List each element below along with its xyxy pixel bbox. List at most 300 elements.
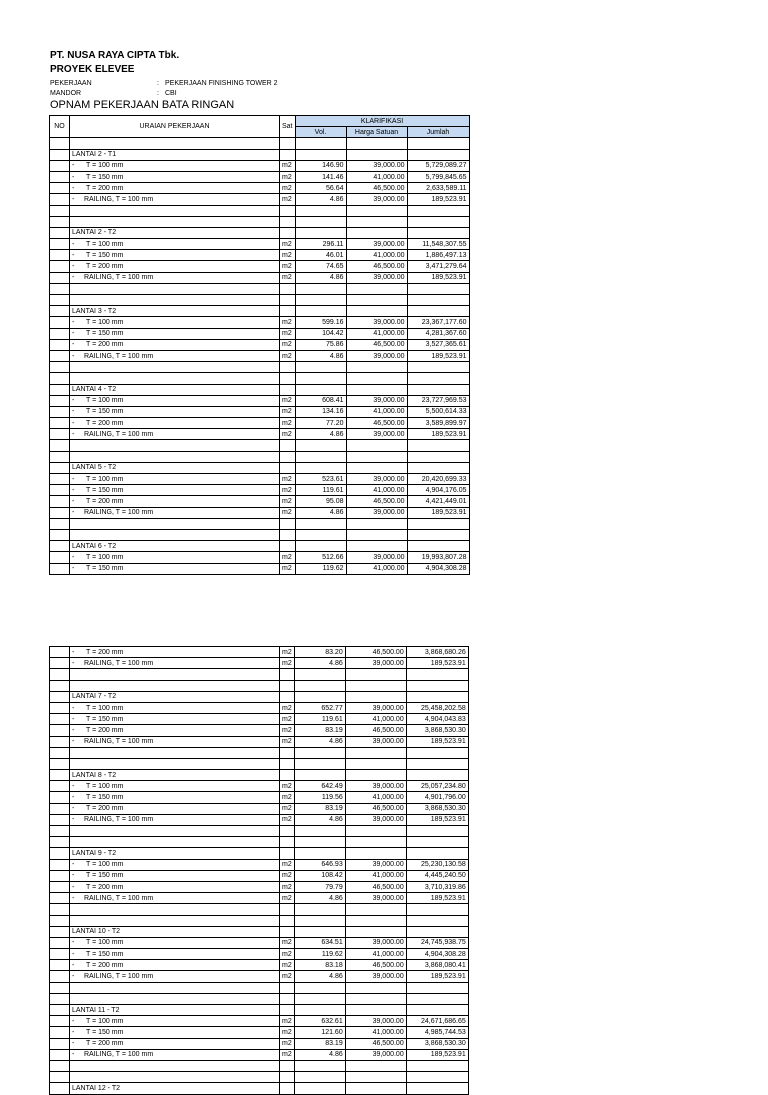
cell-no — [50, 216, 70, 227]
cell-volume — [294, 1083, 345, 1094]
cell-no — [50, 904, 70, 915]
cell-unit: m2 — [280, 792, 295, 803]
cell-volume: 4.86 — [294, 971, 345, 982]
cell-unit-price — [346, 306, 407, 317]
item-label: T = 200 mm — [86, 961, 124, 969]
cell-no — [50, 1083, 70, 1094]
cell-unit — [280, 205, 296, 216]
cell-no — [50, 837, 70, 848]
table-row — [50, 1049, 469, 1060]
document-title: OPNAM PEKERJAAN BATA RINGAN — [50, 99, 235, 111]
bullet-dash: - — [72, 184, 75, 192]
cell-unit: m2 — [280, 714, 295, 725]
item-label: T = 200 mm — [86, 1040, 124, 1048]
bullet-dash: - — [72, 973, 75, 981]
cell-volume — [294, 904, 345, 915]
cell-volume: 104.42 — [295, 328, 346, 339]
cell-unit: m2 — [280, 971, 295, 982]
cell-unit — [280, 216, 296, 227]
cell-unit-price — [346, 541, 407, 552]
cell-volume: 4.86 — [295, 429, 346, 440]
bullet-dash: - — [72, 553, 75, 561]
cell-unit-price: 46,500.00 — [345, 960, 406, 971]
cell-volume — [295, 306, 346, 317]
blank-row — [50, 915, 469, 926]
item-label: T = 100 mm — [86, 553, 124, 561]
item-label: RAILING, T = 100 mm — [84, 274, 154, 282]
cell-unit-price — [346, 362, 407, 373]
bullet-dash: - — [72, 894, 75, 902]
cell-unit-price: 41,000.00 — [345, 870, 406, 881]
item-label: T = 200 mm — [86, 184, 124, 192]
cell-no — [50, 736, 70, 747]
meta-sep: : — [157, 90, 159, 97]
cell-unit: m2 — [280, 1049, 295, 1060]
cell-description — [70, 915, 280, 926]
cell-volume — [294, 926, 345, 937]
cell-volume: 642.49 — [294, 781, 345, 792]
cell-total — [407, 529, 469, 540]
cell-unit — [280, 691, 295, 702]
cell-no — [50, 440, 70, 451]
cell-unit-price: 41,000.00 — [346, 328, 407, 339]
item-label: RAILING, T = 100 mm — [84, 973, 154, 981]
cell-unit — [280, 384, 296, 395]
cell-total: 4,904,308.28 — [406, 949, 468, 960]
table-body-page-1 — [50, 138, 470, 574]
cell-total: 25,057,234.80 — [406, 781, 468, 792]
cell-section-title: LANTAI 4 - T2 — [70, 384, 280, 395]
cell-volume — [295, 138, 346, 149]
cell-description — [70, 870, 280, 881]
cell-no — [50, 384, 70, 395]
cell-volume: 134.16 — [295, 406, 346, 417]
cell-unit: m2 — [280, 160, 296, 171]
blank-row — [50, 669, 469, 680]
cell-volume: 512.66 — [295, 552, 346, 563]
cell-volume: 74.65 — [295, 261, 346, 272]
cell-volume — [294, 1060, 345, 1071]
cell-unit: m2 — [280, 702, 295, 713]
cell-volume — [294, 1005, 345, 1016]
table-row — [50, 725, 469, 736]
cell-unit: m2 — [280, 183, 296, 194]
cell-total: 4,904,043.83 — [406, 714, 468, 725]
cell-volume: 652.77 — [294, 702, 345, 713]
blank-row — [50, 283, 470, 294]
item-label: RAILING, T = 100 mm — [84, 430, 154, 438]
bullet-dash: - — [72, 274, 75, 282]
table-row — [50, 418, 470, 429]
cell-unit — [280, 770, 295, 781]
cell-unit: m2 — [280, 960, 295, 971]
table-row — [50, 647, 469, 658]
item-label: T = 150 mm — [86, 950, 124, 958]
cell-volume: 4.86 — [294, 814, 345, 825]
cell-unit-price: 39,000.00 — [345, 781, 406, 792]
cell-description — [70, 395, 280, 406]
blank-row — [50, 216, 470, 227]
blank-row — [50, 758, 469, 769]
cell-total — [406, 669, 468, 680]
table-row — [50, 1038, 469, 1049]
cell-total: 4,904,308.28 — [407, 563, 469, 574]
cell-total — [407, 362, 469, 373]
cell-unit-price: 41,000.00 — [346, 406, 407, 417]
cell-unit-price — [346, 451, 407, 462]
cell-section-title: LANTAI 10 - T2 — [70, 926, 280, 937]
cell-unit-price: 41,000.00 — [346, 563, 407, 574]
cell-unit: m2 — [280, 406, 296, 417]
table-row — [50, 1027, 469, 1038]
cell-volume — [295, 462, 346, 473]
cell-total: 2,633,589.11 — [407, 183, 469, 194]
cell-unit: m2 — [280, 563, 296, 574]
cell-total: 5,729,089.27 — [407, 160, 469, 171]
cell-description — [70, 239, 280, 250]
table-row — [50, 317, 470, 328]
table-row — [50, 552, 470, 563]
cell-description — [70, 814, 280, 825]
cell-volume — [294, 915, 345, 926]
cell-volume: 83.20 — [294, 647, 345, 658]
item-label: RAILING, T = 100 mm — [84, 894, 154, 902]
bullet-dash: - — [72, 805, 75, 813]
blank-row — [50, 837, 469, 848]
bullet-dash: - — [72, 1040, 75, 1048]
cell-description — [70, 485, 280, 496]
cell-no — [50, 429, 70, 440]
cell-description — [70, 1016, 280, 1027]
cell-unit — [280, 138, 296, 149]
bullet-dash: - — [72, 861, 75, 869]
item-label: T = 200 mm — [86, 648, 124, 656]
blank-row — [50, 982, 469, 993]
cell-description — [70, 702, 280, 713]
cell-unit — [280, 440, 296, 451]
blank-row — [50, 440, 470, 451]
cell-no — [50, 541, 70, 552]
column-header-klarifikasi: KLARIFIKASI — [295, 116, 469, 127]
cell-total: 24,671,686.65 — [406, 1016, 468, 1027]
item-label: RAILING, T = 100 mm — [84, 509, 154, 517]
item-label: RAILING, T = 100 mm — [84, 659, 154, 667]
table-row — [50, 702, 469, 713]
cell-description — [70, 647, 280, 658]
cell-volume: 83.18 — [294, 960, 345, 971]
cell-unit: m2 — [280, 949, 295, 960]
cell-unit-price — [346, 384, 407, 395]
cell-no — [50, 474, 70, 485]
cell-description — [70, 937, 280, 948]
cell-volume — [294, 747, 345, 758]
cell-no — [50, 848, 70, 859]
cell-volume: 119.56 — [294, 792, 345, 803]
section-row — [50, 691, 469, 702]
bullet-dash: - — [72, 162, 75, 170]
cell-description — [70, 261, 280, 272]
table-row — [50, 328, 470, 339]
cell-unit-price — [346, 149, 407, 160]
cell-description — [70, 373, 280, 384]
cell-description — [70, 758, 280, 769]
cell-description — [70, 1027, 280, 1038]
bullet-dash: - — [72, 475, 75, 483]
cell-no — [50, 373, 70, 384]
cell-total: 189,523.91 — [407, 429, 469, 440]
cell-unit-price — [345, 848, 406, 859]
cell-unit: m2 — [280, 171, 296, 182]
cell-unit — [280, 680, 295, 691]
cell-unit-price: 46,500.00 — [346, 418, 407, 429]
item-label: T = 100 mm — [86, 1017, 124, 1025]
bullet-dash: - — [72, 497, 75, 505]
item-label: T = 100 mm — [86, 782, 124, 790]
column-header-unit: Sat — [280, 116, 296, 138]
item-label: RAILING, T = 100 mm — [84, 195, 154, 203]
table-row — [50, 814, 469, 825]
cell-unit-price: 39,000.00 — [345, 736, 406, 747]
cell-description — [70, 205, 280, 216]
item-label: T = 100 mm — [86, 240, 124, 248]
cell-unit-price: 39,000.00 — [346, 317, 407, 328]
cell-unit — [280, 541, 296, 552]
bullet-dash: - — [72, 726, 75, 734]
cell-total: 23,367,177.60 — [407, 317, 469, 328]
table-row — [50, 183, 470, 194]
cell-unit: m2 — [280, 261, 296, 272]
project-name: PROYEK ELEVEE — [50, 64, 135, 75]
bullet-dash: - — [72, 341, 75, 349]
cell-total: 24,745,938.75 — [406, 937, 468, 948]
cell-no — [50, 283, 70, 294]
cell-total: 3,527,365.61 — [407, 339, 469, 350]
cell-total: 3,710,319.86 — [406, 881, 468, 892]
item-label: T = 150 mm — [86, 486, 124, 494]
cell-no — [50, 183, 70, 194]
bullet-dash: - — [72, 486, 75, 494]
cell-total: 5,500,614.33 — [407, 406, 469, 417]
cell-total: 4,985,744.53 — [406, 1027, 468, 1038]
cell-description — [70, 429, 280, 440]
cell-unit-price — [346, 205, 407, 216]
cell-total — [406, 826, 468, 837]
cell-volume: 634.51 — [294, 937, 345, 948]
table-row — [50, 736, 469, 747]
cell-unit: m2 — [280, 250, 296, 261]
cell-total — [406, 915, 468, 926]
cell-no — [50, 138, 70, 149]
bullet-dash: - — [72, 782, 75, 790]
section-row — [50, 848, 469, 859]
cell-no — [50, 982, 70, 993]
bullet-dash: - — [72, 704, 75, 712]
bullet-dash: - — [72, 397, 75, 405]
cell-unit-price: 41,000.00 — [346, 171, 407, 182]
cell-description — [70, 993, 280, 1004]
cell-total — [406, 691, 468, 702]
cell-unit-price: 39,000.00 — [346, 160, 407, 171]
item-label: RAILING, T = 100 mm — [84, 352, 154, 360]
cell-unit: m2 — [280, 870, 295, 881]
cell-unit — [280, 362, 296, 373]
cell-description — [70, 183, 280, 194]
cell-description — [70, 474, 280, 485]
cell-section-title: LANTAI 6 - T2 — [70, 541, 280, 552]
cell-description — [70, 949, 280, 960]
blank-row — [50, 747, 469, 758]
cell-volume: 4.86 — [295, 272, 346, 283]
cell-section-title: LANTAI 2 - T2 — [70, 227, 280, 238]
cell-description — [70, 216, 280, 227]
cell-volume — [295, 529, 346, 540]
cell-description — [70, 893, 280, 904]
cell-unit-price: 46,500.00 — [345, 725, 406, 736]
cell-unit — [280, 373, 296, 384]
cell-no — [50, 1038, 70, 1049]
table-row — [50, 239, 470, 250]
cell-no — [50, 915, 70, 926]
item-label: RAILING, T = 100 mm — [84, 816, 154, 824]
cell-unit: m2 — [280, 339, 296, 350]
table-row — [50, 960, 469, 971]
cell-unit-price: 41,000.00 — [345, 792, 406, 803]
cell-total: 20,420,699.33 — [407, 474, 469, 485]
cell-total — [407, 384, 469, 395]
cell-description — [70, 418, 280, 429]
blank-row — [50, 1060, 469, 1071]
cell-volume: 119.61 — [295, 485, 346, 496]
cell-unit-price: 39,000.00 — [345, 814, 406, 825]
cell-volume — [294, 669, 345, 680]
item-label: RAILING, T = 100 mm — [84, 1051, 154, 1059]
cell-total — [406, 1005, 468, 1016]
table-row — [50, 272, 470, 283]
cell-unit-price — [345, 904, 406, 915]
cell-volume — [294, 680, 345, 691]
cell-unit — [280, 826, 295, 837]
section-row — [50, 384, 470, 395]
bullet-dash: - — [72, 715, 75, 723]
cell-no — [50, 702, 70, 713]
cell-no — [50, 149, 70, 160]
cell-unit-price: 39,000.00 — [345, 1049, 406, 1060]
table-row — [50, 937, 469, 948]
cell-unit — [280, 1005, 295, 1016]
table-row — [50, 507, 470, 518]
cell-volume: 56.64 — [295, 183, 346, 194]
cell-volume — [294, 758, 345, 769]
cell-unit — [280, 758, 295, 769]
bullet-dash: - — [72, 939, 75, 947]
bullet-dash: - — [72, 330, 75, 338]
table-row — [50, 496, 470, 507]
item-label: T = 150 mm — [86, 251, 124, 259]
cell-unit — [280, 1072, 295, 1083]
cell-unit-price: 39,000.00 — [346, 429, 407, 440]
cell-total: 3,471,279.64 — [407, 261, 469, 272]
cell-unit-price: 46,500.00 — [345, 881, 406, 892]
section-row — [50, 462, 470, 473]
cell-no — [50, 926, 70, 937]
item-label: T = 200 mm — [86, 263, 124, 271]
cell-unit: m2 — [280, 859, 295, 870]
cell-no — [50, 563, 70, 574]
cell-volume: 4.86 — [294, 893, 345, 904]
cell-total: 23,727,969.53 — [407, 395, 469, 406]
cell-section-title: LANTAI 2 - T1 — [70, 149, 280, 160]
cell-unit-price — [346, 440, 407, 451]
cell-total: 3,868,530.30 — [406, 725, 468, 736]
cell-volume: 77.20 — [295, 418, 346, 429]
bullet-dash: - — [72, 1051, 75, 1059]
cell-no — [50, 171, 70, 182]
cell-description — [70, 507, 280, 518]
cell-unit — [280, 848, 295, 859]
cell-unit-price: 39,000.00 — [346, 194, 407, 205]
cell-unit-price: 46,500.00 — [345, 1038, 406, 1049]
cell-no — [50, 239, 70, 250]
cell-description — [70, 250, 280, 261]
cell-total — [407, 227, 469, 238]
section-row — [50, 1083, 469, 1094]
cell-no — [50, 680, 70, 691]
cell-total — [406, 926, 468, 937]
cell-volume — [295, 362, 346, 373]
table-row — [50, 261, 470, 272]
cell-volume — [295, 227, 346, 238]
table-row — [50, 803, 469, 814]
cell-unit-price: 39,000.00 — [346, 350, 407, 361]
cell-total: 189,523.91 — [406, 893, 468, 904]
cell-unit-price — [345, 837, 406, 848]
cell-total — [406, 904, 468, 915]
cell-no — [50, 272, 70, 283]
cell-unit-price: 39,000.00 — [345, 1016, 406, 1027]
cell-total — [406, 848, 468, 859]
item-label: T = 100 mm — [86, 397, 124, 405]
item-label: T = 150 mm — [86, 565, 124, 573]
cell-no — [50, 518, 70, 529]
cell-no — [50, 227, 70, 238]
cell-unit — [280, 451, 296, 462]
cell-volume — [294, 1072, 345, 1083]
bullet-dash: - — [72, 883, 75, 891]
company-name: PT. NUSA RAYA CIPTA Tbk. — [50, 50, 180, 61]
cell-no — [50, 496, 70, 507]
cell-no — [50, 418, 70, 429]
cell-description — [70, 138, 280, 149]
cell-total: 189,523.91 — [407, 272, 469, 283]
cell-description — [70, 328, 280, 339]
cell-no — [50, 691, 70, 702]
cell-unit-price — [345, 1083, 406, 1094]
cell-no — [50, 350, 70, 361]
cell-unit-price — [345, 770, 406, 781]
cell-volume: 108.42 — [294, 870, 345, 881]
bullet-dash: - — [72, 352, 75, 360]
table-row — [50, 859, 469, 870]
cell-description — [70, 1060, 280, 1071]
cell-total: 3,868,080.41 — [406, 960, 468, 971]
cell-no — [50, 205, 70, 216]
cell-total — [406, 1060, 468, 1071]
table-row — [50, 406, 470, 417]
cell-description — [70, 960, 280, 971]
bullet-dash: - — [72, 950, 75, 958]
cell-unit: m2 — [280, 485, 296, 496]
cell-volume: 119.61 — [294, 714, 345, 725]
